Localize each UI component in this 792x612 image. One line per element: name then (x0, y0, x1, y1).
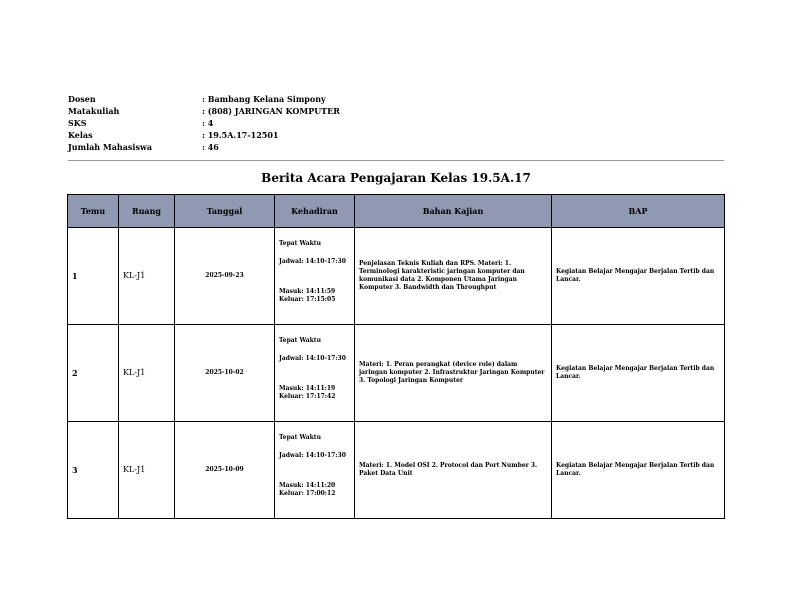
table-row (68, 228, 725, 325)
header-bahan-kajian: Bahan Kajian (355, 195, 552, 228)
attendance-schedule: Jadwal: 14:10-17:30 (279, 258, 346, 265)
cell-bahan-kajian: Materi: 1. Model OSI 2. Protocol dan Port Number 3. Paket Data Unit (355, 422, 552, 519)
header-tanggal: Tanggal (175, 195, 275, 228)
attendance-in: Masuk: 14:11:59 (279, 288, 336, 295)
cell-temu: 3 (68, 422, 119, 519)
attendance-in: Masuk: 14:11:19 (279, 385, 336, 392)
cell-temu: 2 (68, 325, 119, 422)
header-temu: Temu (68, 195, 119, 228)
cell-ruang: KL-J1 (119, 422, 175, 519)
dosen-label: Dosen (68, 94, 96, 104)
info-row-sks (68, 117, 340, 129)
separator-line (68, 160, 724, 161)
cell-ruang: KL-J1 (119, 325, 175, 422)
sks-label: SKS (68, 118, 87, 128)
jumlah-mahasiswa-value: : 46 (202, 142, 219, 152)
cell-bahan-kajian: Materi: 1. Peran perangkat (device role) dalam jaringan komputer 2. Infrastruktur Jaringan Komputer 3. Topologi Jaringan Komputer (355, 325, 552, 422)
cell-bahan-kajian: Penjelasan Teknis Kuliah dan RPS. Materi: 1. Terminologi karakteristic jaringan komputer dan komunikasi data 2. Komponen Utama Jaringan Komputer 3. Bandwidth dan Throughput (355, 228, 552, 325)
cell-kehadiran (275, 325, 355, 422)
cell-bap: Kegiatan Belajar Mengajar Berjalan Tertib dan Lancar. (552, 228, 725, 325)
info-row-jumlah (68, 141, 340, 153)
jumlah-mahasiswa-label: Jumlah Mahasiswa (68, 142, 153, 152)
attendance-schedule: Jadwal: 14:10-17:30 (279, 355, 346, 362)
attendance-status: Tepat Waktu (279, 337, 321, 344)
attendance-out: Keluar: 17:17:42 (279, 393, 336, 400)
cell-temu: 1 (68, 228, 119, 325)
page-title: Berita Acara Pengajaran Kelas 19.5A.17 (261, 171, 531, 185)
course-info (68, 93, 340, 153)
kelas-label: Kelas (68, 130, 93, 140)
attendance-status: Tepat Waktu (279, 434, 321, 441)
attendance-status: Tepat Waktu (279, 240, 321, 247)
cell-bap: Kegiatan Belajar Mengajar Berjalan Tertib dan Lancar. (552, 422, 725, 519)
sks-value: : 4 (202, 118, 214, 128)
kelas-value: : 19.5A.17-12501 (202, 130, 279, 140)
cell-kehadiran (275, 228, 355, 325)
cell-tanggal: 2025-09-23 (175, 228, 275, 325)
table-row (68, 422, 725, 519)
cell-kehadiran (275, 422, 355, 519)
matakuliah-label: Matakuliah (68, 106, 120, 116)
berita-acara-table (67, 194, 725, 519)
cell-tanggal: 2025-10-02 (175, 325, 275, 422)
attendance-out: Keluar: 17:00:12 (279, 490, 336, 497)
cell-tanggal: 2025-10-09 (175, 422, 275, 519)
dosen-value: : Bambang Kelana Simpony (202, 94, 326, 104)
table-row (68, 325, 725, 422)
info-row-dosen (68, 93, 340, 105)
attendance-in: Masuk: 14:11:20 (279, 482, 336, 489)
header-ruang: Ruang (119, 195, 175, 228)
attendance-out: Keluar: 17:15:05 (279, 296, 336, 303)
header-bap: BAP (552, 195, 725, 228)
info-row-kelas (68, 129, 340, 141)
table-header-row (68, 195, 725, 228)
matakuliah-value: : (808) JARINGAN KOMPUTER (202, 106, 340, 116)
attendance-schedule: Jadwal: 14:10-17:30 (279, 452, 346, 459)
cell-ruang: KL-J1 (119, 228, 175, 325)
cell-bap: Kegiatan Belajar Mengajar Berjalan Tertib dan Lancar. (552, 325, 725, 422)
header-kehadiran: Kehadiran (275, 195, 355, 228)
info-row-matakuliah (68, 105, 340, 117)
